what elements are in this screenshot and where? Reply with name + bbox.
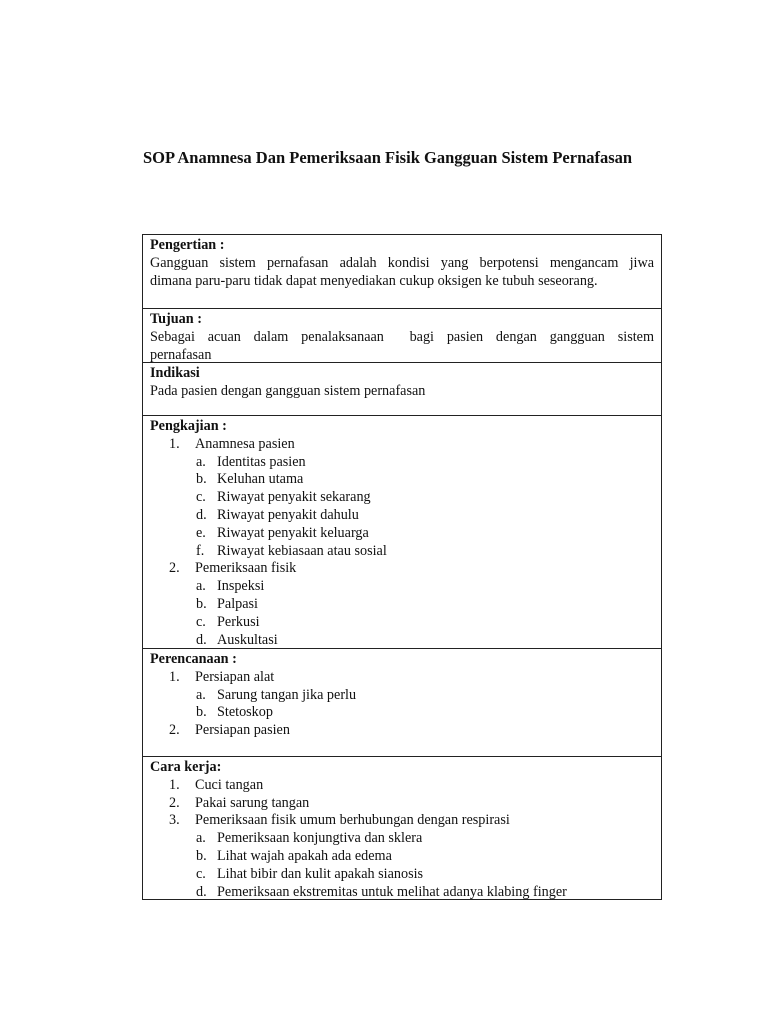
sub-list-item-label: Palpasi [217,595,258,612]
sub-list-item-label: Pemeriksaan ekstremitas untuk melihat adanya klabing finger [217,883,567,899]
sub-list-letter: b. [196,704,207,721]
sub-list-item-label: Stetoskop [217,704,273,721]
sub-list-letter: a. [196,578,206,595]
section-pengkajian [143,415,661,648]
sub-list-item [150,884,654,899]
list-number: 3. [169,812,180,829]
section-text: Pada pasien dengan gangguan sistem pernafasan [150,382,426,399]
list-item [150,812,654,899]
section-cara-kerja [143,756,661,899]
sub-list [195,687,654,723]
section-pengertian [143,235,661,308]
list-item-label: Pemeriksaan fisik umum berhubungan dengan respirasi [195,812,510,829]
list-item-label: Pakai sarung tangan [195,794,310,811]
sub-list-item-label: Inspeksi [217,578,265,595]
sub-list-item [150,471,654,489]
sub-list-item-label: Keluhan utama [217,471,304,488]
list-number: 2. [169,794,180,811]
section-heading: Pengertian : [150,237,225,253]
sub-list-letter: b. [196,471,207,488]
sub-list-item-label: Riwayat kebiasaan atau sosial [217,542,387,559]
sub-list-item [150,543,654,561]
sub-list-item-label: Riwayat penyakit keluarga [217,524,369,541]
list-item [150,795,654,813]
sub-list-item-label: Pemeriksaan konjungtiva dan sklera [217,830,423,847]
section-heading: Indikasi [150,365,200,381]
sub-list-item [150,830,654,848]
sub-list-letter: c. [196,613,206,630]
sub-list-item-label: Lihat bibir dan kulit apakah sianosis [217,865,424,882]
list-item [150,722,654,740]
pengkajian-list [150,436,654,648]
sub-list-letter: d. [196,631,207,648]
sub-list-letter: b. [196,595,207,612]
section-heading: Tujuan : [150,311,202,327]
sub-list-item [150,687,654,705]
section-indikasi [143,362,661,415]
list-number: 2. [169,560,180,577]
sub-list-item [150,578,654,596]
sub-list-letter: e. [196,524,206,541]
list-item [150,777,654,795]
sub-list [195,578,654,648]
section-text-line: dimana paru-paru tidak dapat menyediakan cukup oksigen ke tubuh seseorang. [150,272,598,289]
sub-list-item-label: Sarung tangan jika perlu [217,686,357,703]
sub-list-letter: c. [196,489,206,506]
document-title: SOP Anamnesa Dan Pemeriksaan Fisik Gangguan Sistem Pernafasan [143,148,633,167]
list-number: 1. [169,435,180,452]
sub-list-item [150,525,654,543]
sub-list-letter: a. [196,453,206,470]
sub-list [195,830,654,899]
list-item [150,560,654,648]
section-heading: Perencanaan : [150,651,237,667]
list-item [150,669,654,722]
sub-list-letter: d. [196,883,207,899]
sub-list-item [150,454,654,472]
sub-list-item-label: Auskultasi [217,631,278,648]
sub-list-item-label: Identitas pasien [217,453,306,470]
sub-list-letter: d. [196,506,207,523]
sub-list-letter: f. [196,542,205,559]
sub-list-letter: b. [196,847,207,864]
section-heading: Pengkajian : [150,418,227,434]
section-perencanaan [143,648,661,756]
list-item-label: Persiapan pasien [195,722,290,739]
section-heading: Cara kerja: [150,759,222,775]
sub-list [195,454,654,561]
sub-list-item [150,489,654,507]
list-item-label: Pemeriksaan fisik [195,560,297,577]
sub-list-item [150,596,654,614]
sub-list-item [150,848,654,866]
sub-list-letter: c. [196,865,206,882]
sub-list-letter: a. [196,686,206,703]
section-text-line: Sebagai acuan dalam penalaksanaan bagi pasien dengan gangguan sistem [150,328,654,345]
sub-list-item [150,614,654,632]
sub-list-letter: a. [196,830,206,847]
cara-kerja-list [150,777,654,899]
section-text-line: pernafasan [150,346,212,362]
perencanaan-list [150,669,654,740]
list-number: 1. [169,776,180,793]
list-item-label: Anamnesa pasien [195,435,295,452]
list-number: 2. [169,722,180,739]
section-tujuan [143,308,661,362]
sub-list-item [150,704,654,722]
sub-list-item [150,507,654,525]
sop-table [142,234,662,900]
sub-list-item-label: Riwayat penyakit dahulu [217,506,359,523]
list-item [150,436,654,561]
sub-list-item-label: Perkusi [217,613,260,630]
section-text-line: Gangguan sistem pernafasan adalah kondisi yang berpotensi mengancam jiwa [150,254,654,271]
sub-list-item [150,632,654,648]
list-item-label: Cuci tangan [195,776,264,793]
list-number: 1. [169,668,180,685]
sub-list-item-label: Riwayat penyakit sekarang [217,489,371,506]
sub-list-item-label: Lihat wajah apakah ada edema [217,847,392,864]
sub-list-item [150,866,654,884]
list-item-label: Persiapan alat [195,668,275,685]
